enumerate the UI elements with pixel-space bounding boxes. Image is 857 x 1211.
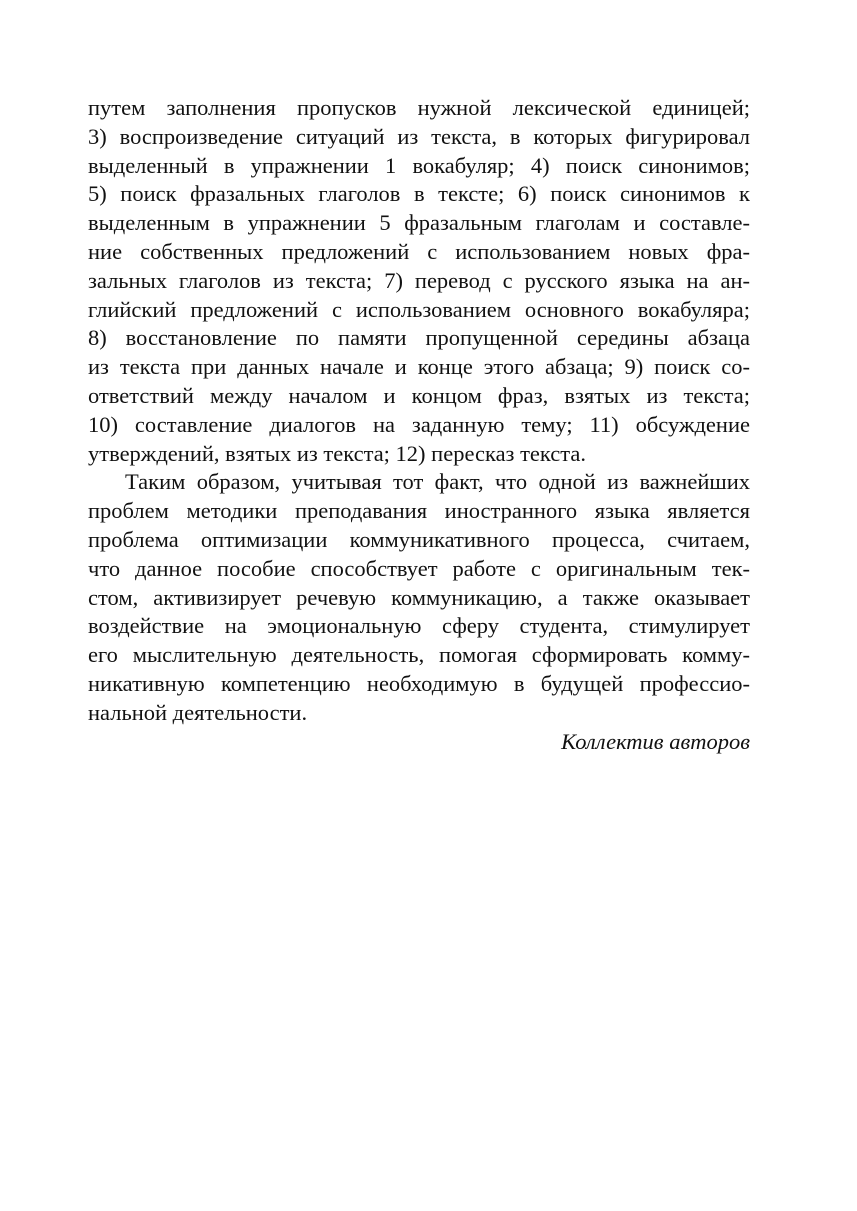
text-line: 8) восстановление по памяти пропущенной середины абзаца xyxy=(88,325,750,351)
text-line: утверждений, взятых из текста; 12) пересказ текста. xyxy=(88,440,586,466)
text-line: Таким образом, учитывая тот факт, что одной из важнейших xyxy=(125,469,750,495)
text-line: ние собственных предложений с использованием новых фра- xyxy=(88,238,750,264)
paragraph-2 xyxy=(88,468,750,727)
text-line: зальных глаголов из текста; 7) перевод с русского языка на ан- xyxy=(88,267,750,293)
paragraph-1 xyxy=(88,94,750,468)
authors-signature: Коллектив авторов xyxy=(561,728,750,754)
text-line: выделенным в упражнении 5 фразальным глаголам и составле- xyxy=(88,210,750,236)
text-line: 5) поиск фразальных глаголов в тексте; 6) поиск синонимов к xyxy=(88,181,750,207)
document-page xyxy=(88,94,750,756)
text-line: стом, активизирует речевую коммуникацию, а также оказывает xyxy=(88,584,750,610)
text-line: путем заполнения пропусков нужной лексической единицей; xyxy=(88,95,750,120)
text-line: 10) составление диалогов на заданную тему; 11) обсуждение xyxy=(88,411,750,437)
text-line: из текста при данных начале и конце этого абзаца; 9) поиск со- xyxy=(88,354,750,380)
text-line: что данное пособие способствует работе с оригинальным тек- xyxy=(88,555,750,581)
text-line: 3) воспроизведение ситуаций из текста, в которых фигурировал xyxy=(88,123,750,149)
text-line: ответствий между началом и концом фраз, взятых из текста; xyxy=(88,382,750,408)
text-line: никативную компетенцию необходимую в будущей профессио- xyxy=(88,670,750,696)
text-line: глийский предложений с использованием основного вокабуляра; xyxy=(88,296,750,322)
text-line: проблем методики преподавания иностранного языка является xyxy=(88,498,750,524)
text-line: нальной деятельности. xyxy=(88,699,308,725)
text-line: его мыслительную деятельность, помогая сформировать комму- xyxy=(88,642,750,668)
text-line: воздействие на эмоциональную сферу студента, стимулирует xyxy=(88,613,750,639)
text-line: проблема оптимизации коммуникативного процесса, считаем, xyxy=(88,526,750,552)
text-line: выделенный в упражнении 1 вокабуляр; 4) поиск синонимов; xyxy=(88,152,750,178)
